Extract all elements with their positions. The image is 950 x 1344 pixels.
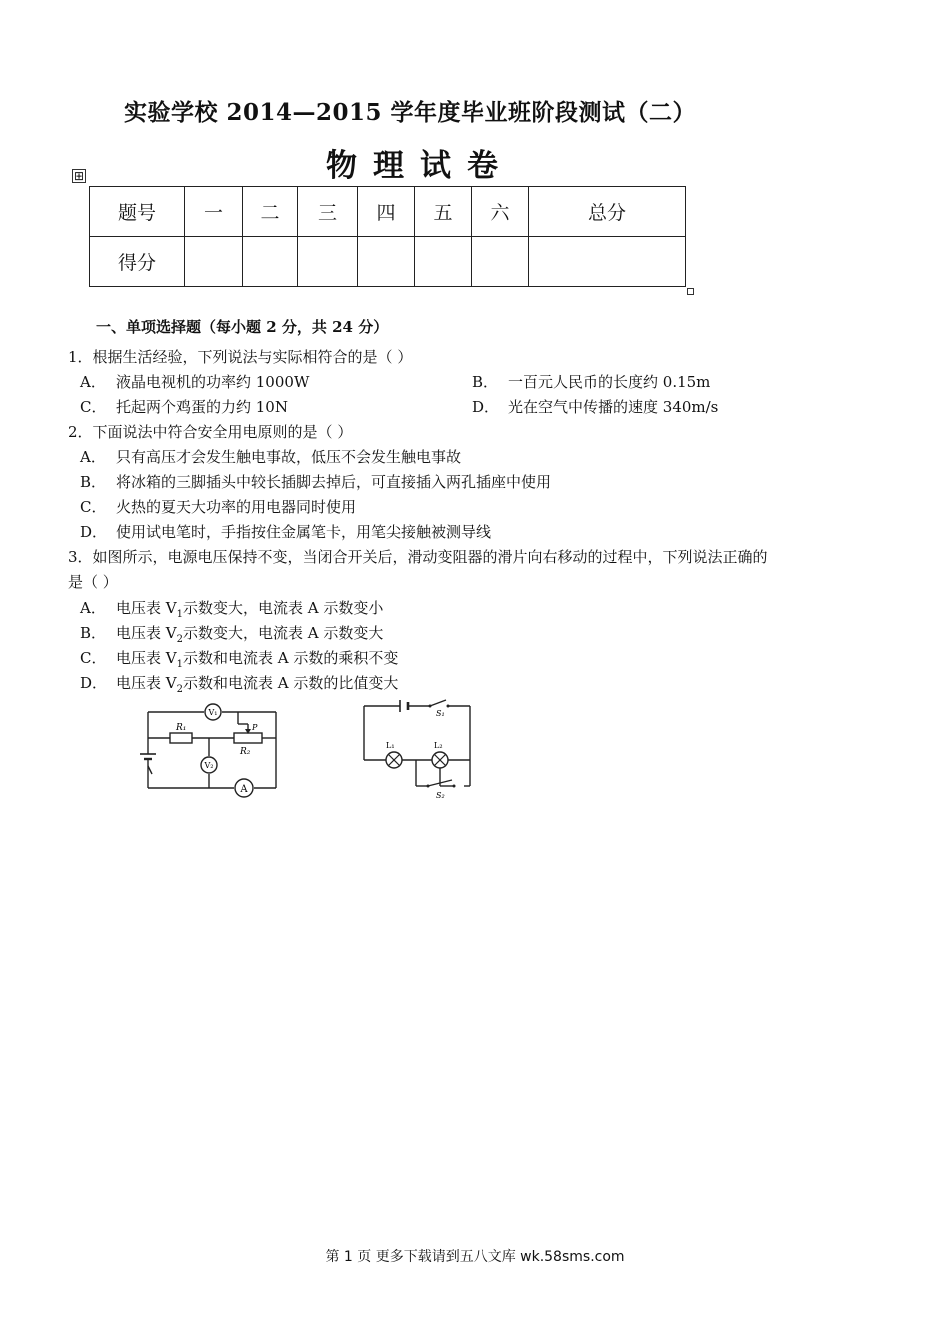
option-text: 电压表 V xyxy=(116,624,177,642)
table-header-cell: 四 xyxy=(358,187,415,237)
score-table-header-row xyxy=(90,187,686,237)
table-header-cell: 五 xyxy=(415,187,472,237)
s1-label: S₁ xyxy=(436,709,445,718)
option-letter: A． xyxy=(80,373,106,391)
table-move-handle-icon[interactable]: ⊞ xyxy=(73,169,85,183)
option-letter: D． xyxy=(472,398,500,416)
table-header-cell: 题号 xyxy=(90,187,185,237)
circuit-diagram-1 xyxy=(134,702,284,802)
score-cell[interactable] xyxy=(358,237,415,287)
option-letter: A． xyxy=(80,448,106,466)
subscript: 2 xyxy=(176,684,183,695)
option-text: 只有高压才会发生触电事故，低压不会发生触电事故 xyxy=(116,448,462,466)
subject-title: 物理试卷 xyxy=(326,148,514,184)
question-1-option-c xyxy=(80,397,288,417)
table-header-cell: 二 xyxy=(243,187,298,237)
option-text: 使用试电笔时，手指按住金属笔卡，用笔尖接触被测导线 xyxy=(116,523,492,541)
question-number: 1． xyxy=(68,348,93,366)
option-text: 液晶电视机的功率约 1000W xyxy=(116,373,310,391)
lamp-l2-icon xyxy=(432,752,448,768)
question-3-stem-continued xyxy=(68,572,118,592)
option-text: 电压表 V xyxy=(116,599,177,617)
subscript: 2 xyxy=(176,634,183,645)
score-cell[interactable] xyxy=(415,237,472,287)
option-letter: A． xyxy=(80,599,106,617)
exam-header-title: 实验学校 2014—2015 学年度毕业班阶段测试（二） xyxy=(124,99,697,126)
score-table-score-row xyxy=(90,237,686,287)
slider-p-label: P xyxy=(252,723,258,732)
s2-label: S₂ xyxy=(436,791,445,800)
question-3-stem xyxy=(68,547,768,567)
question-3-option-c xyxy=(80,648,398,675)
option-letter: C． xyxy=(80,498,107,516)
page-footer: 第 1 页 更多下载请到五八文库 wk.58sms.com xyxy=(325,1249,625,1265)
r2-label: R₂ xyxy=(240,747,251,757)
l1-label: L₁ xyxy=(386,741,395,750)
question-2-option-a xyxy=(80,447,461,467)
option-text: 将冰箱的三脚插头中较长插脚去掉后，可直接插入两孔插座中使用 xyxy=(116,473,552,491)
question-1-option-d xyxy=(472,397,718,417)
option-text: 一百元人民币的长度约 0.15m xyxy=(508,373,711,391)
rheostat-r2 xyxy=(234,733,262,743)
battery-icon xyxy=(400,700,408,712)
table-header-cell: 三 xyxy=(298,187,358,237)
question-text: 下面说法中符合安全用电原则的是（ ） xyxy=(92,423,353,441)
question-3-option-a xyxy=(80,598,383,625)
question-3-option-d xyxy=(80,673,398,700)
subscript: 1 xyxy=(176,659,183,670)
table-header-cell: 六 xyxy=(472,187,529,237)
score-cell[interactable] xyxy=(243,237,298,287)
option-text: 托起两个鸡蛋的力约 10N xyxy=(116,398,288,416)
question-3-option-b xyxy=(80,623,383,650)
option-text: 示数和电流表 A 示数的比值变大 xyxy=(182,674,399,692)
voltmeter-v1-label: V₁ xyxy=(208,708,218,717)
option-text: 火热的夏天大功率的用电器同时使用 xyxy=(116,498,357,516)
table-header-cell: 总分 xyxy=(529,187,686,237)
question-2-option-b xyxy=(80,472,551,492)
option-letter: B． xyxy=(472,373,499,391)
question-text: 是（ ） xyxy=(68,573,118,591)
option-letter: C． xyxy=(80,649,107,667)
voltmeter-v2-label: V₂ xyxy=(204,761,214,770)
circuit-diagram-2 xyxy=(356,698,476,802)
option-letter: B． xyxy=(80,473,107,491)
lamp-l1-icon xyxy=(386,752,402,768)
question-1-stem xyxy=(68,347,412,367)
option-letter: B． xyxy=(80,624,107,642)
switch-s1-icon xyxy=(429,700,450,708)
option-text: 示数变大，电流表 A 示数变大 xyxy=(182,624,384,642)
question-1-option-a xyxy=(80,372,309,392)
question-number: 2． xyxy=(68,423,93,441)
option-text: 示数和电流表 A 示数的乘积不变 xyxy=(182,649,399,667)
table-resize-handle[interactable] xyxy=(687,288,694,295)
option-text: 示数变大，电流表 A 示数变小 xyxy=(182,599,384,617)
option-text: 电压表 V xyxy=(116,649,177,667)
circuit-2-wires xyxy=(364,706,470,786)
section-heading: 一、单项选择题（每小题 2 分，共 24 分） xyxy=(96,318,389,336)
option-letter: D． xyxy=(80,523,108,541)
table-header-cell: 一 xyxy=(185,187,243,237)
question-2-option-c xyxy=(80,497,356,517)
question-2-stem xyxy=(68,422,352,442)
score-cell[interactable] xyxy=(185,237,243,287)
question-text: 如图所示，电源电压保持不变，当闭合开关后，滑动变阻器的滑片向右移动的过程中，下列说法正确的 xyxy=(92,548,768,566)
option-letter: D． xyxy=(80,674,108,692)
ammeter-label: A xyxy=(240,784,248,795)
score-label-cell: 得分 xyxy=(90,237,185,287)
option-letter: C． xyxy=(80,398,107,416)
resistor-r1 xyxy=(170,733,192,743)
question-number: 3． xyxy=(68,548,93,566)
score-table xyxy=(89,186,686,287)
score-cell[interactable] xyxy=(298,237,358,287)
question-1-option-b xyxy=(472,372,710,392)
score-cell[interactable] xyxy=(529,237,686,287)
score-cell[interactable] xyxy=(472,237,529,287)
option-text: 光在空气中传播的速度 340m/s xyxy=(508,398,719,416)
r1-label: R₁ xyxy=(176,723,187,733)
question-2-option-d xyxy=(80,522,491,542)
l2-label: L₂ xyxy=(434,741,443,750)
subscript: 1 xyxy=(176,609,183,620)
question-text: 根据生活经验，下列说法与实际相符合的是（ ） xyxy=(92,348,413,366)
option-text: 电压表 V xyxy=(116,674,177,692)
